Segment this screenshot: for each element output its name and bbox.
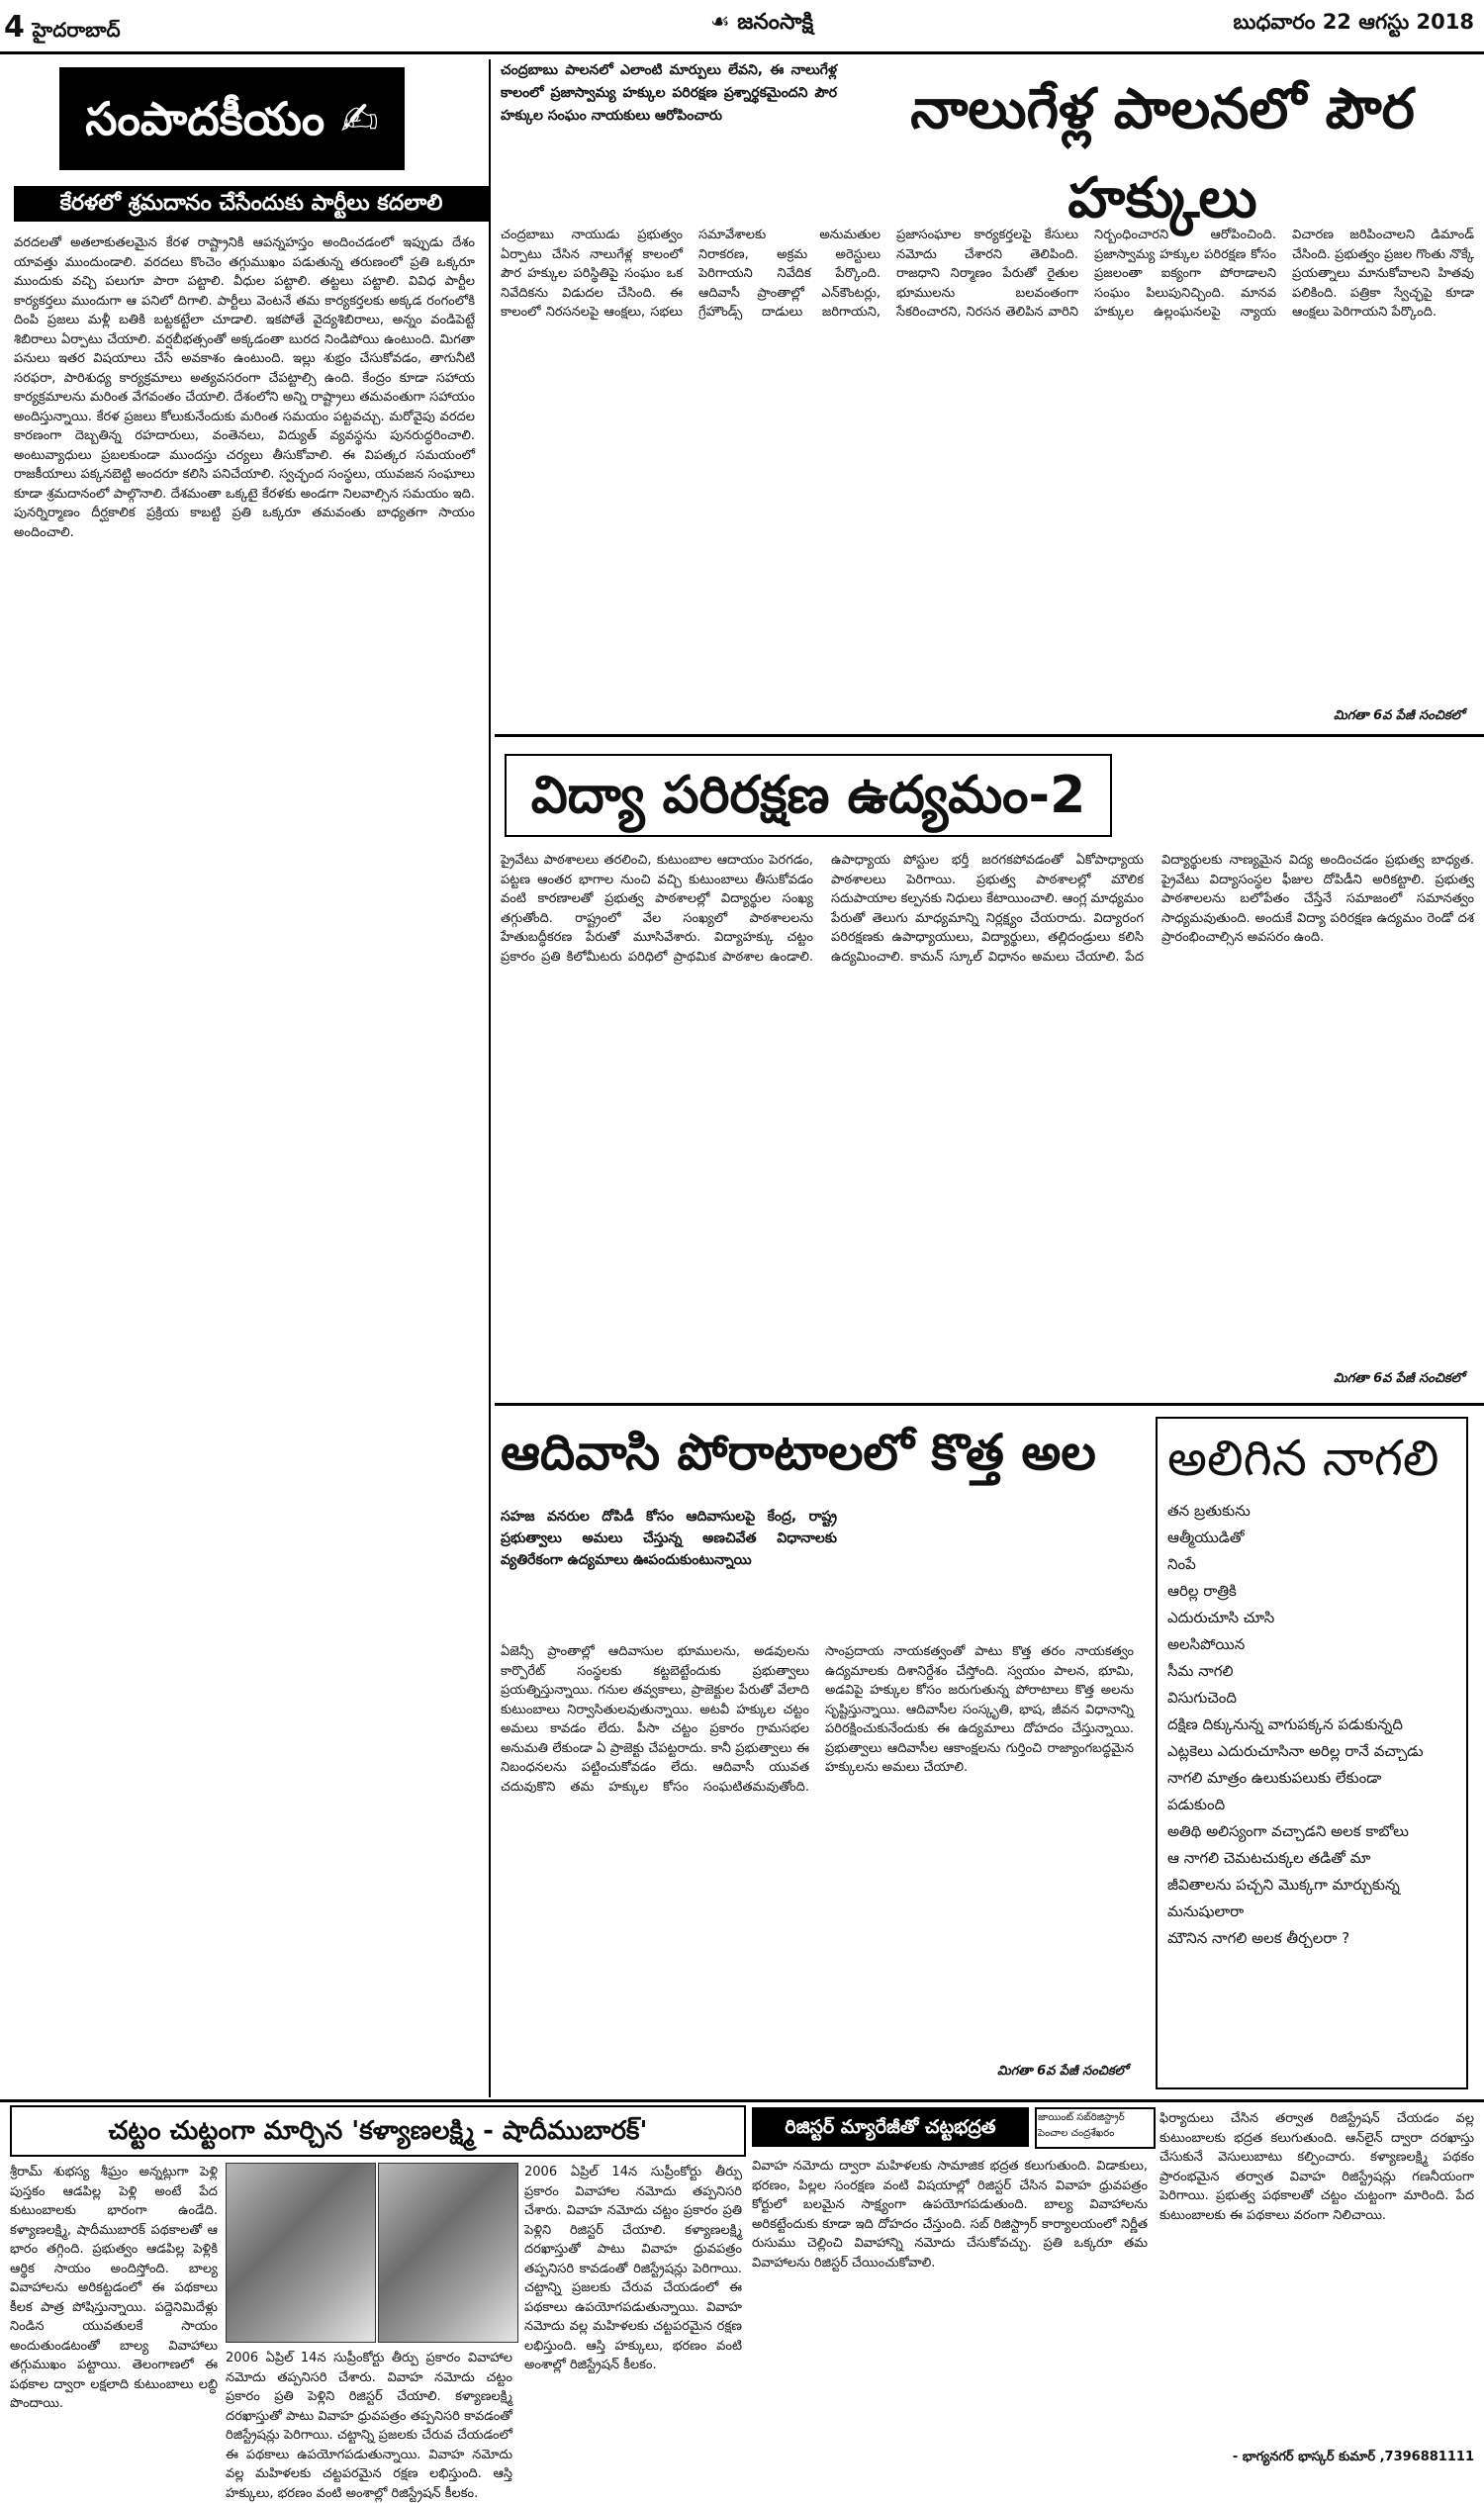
- poem-lines: [1167, 1498, 1456, 1952]
- pen-icon: ✍: [340, 92, 379, 145]
- wedding-photo-right: [378, 2163, 518, 2343]
- poem-line: విసుగుచెంది: [1167, 1689, 1237, 1707]
- poem-line: దక్షిణ దిక్కునున్న వాగుపక్కన పడుకున్నది: [1167, 1715, 1403, 1733]
- poem-line: ఆరిల్ల రాత్రికి: [1167, 1582, 1237, 1600]
- education-continued: మిగతా 6వ పేజీ సంచికలో: [1334, 1371, 1464, 1386]
- poem-box: [1156, 1417, 1468, 2089]
- poem-line: సీమ నాగలి: [1167, 1662, 1234, 1680]
- poem-line: ఎదురుచూసి చూసి: [1167, 1609, 1275, 1626]
- masthead-rule: [0, 51, 1484, 54]
- adivasi-body: ఏజెన్సీ ప్రాంతాల్లో ఆదివాసుల భూములను, అడవులను కార్పొరేట్‌ సంస్థలకు కట్టబెట్టేందుకు ప్రభుత్వాలు ప్రయత్నిస్తున్నాయి. గనుల తవ్వకాలు, ప్రాజెక్టుల పేరుతో వేలాది కుటుంబాలు నిర్వాసితులవుతున్నాయి. అటవీ హక్కుల చట్టం అమలు కావడం లేదు. పీసా చట్టం ప్రకారం గ్రామసభల అనుమతి లేకుండా ఏ ప్రాజెక్టు చేపట్టరాదు. కానీ ప్రభుత్వాలు ఈ నిబంధనలను పట్టించుకోవడం లేదు. ఆదివాసీ యువత చదువుకొని తమ హక్కుల కోసం సంఘటితమవుతోంది. సాంప్రదాయ నాయకత్వంతో పాటు కొత్త తరం నాయకత్వం ఉద్యమాలకు దిశానిర్దేశం చేస్తోంది. స్వయం పాలన, భూమి, అడవిపై హక్కుల కోసం జరుగుతున్న పోరాటాలు కొత్త అలను సృష్టిస్తున్నాయి. ఆదివాసీల సంస్కృతి, భాష, జీవన విధానాన్ని పరిరక్షించుకునేందుకు ఈ ఉద్యమాలు దోహదం చేస్తున్నాయి. ప్రభుత్వాలు ఆదివాసీల ఆకాంక్షలను గుర్తించి రాజ్యాంగబద్ధమైన హక్కులను అమలు చేయాలి.: [501, 1644, 1134, 1795]
- poem-line: నాగలి మాత్రం ఉలుకుపలుకు లేకుండా: [1167, 1769, 1382, 1787]
- poem-line: మౌనిన నాగలి అలక తీర్చలరా ?: [1167, 1929, 1350, 1947]
- welfare-body-left: శ్రీరామ్ శుభస్య శీఘ్రం అన్నట్లుగా పెళ్లి పుస్తకం ఆడపిల్ల పెళ్లి అంటే పేద కుటుంబాలకు భారంగా ఉండేది. కళ్యాణలక్ష్మి, షాదీముబారక్‌ పథకాలతో ఆ భారం తగ్గింది. ప్రభుత్వం ఆడపిల్ల పెళ్లికి ఆర్థిక సాయం అందిస్తోంది. బాల్య వివాహాలను అరికట్టడంలో ఈ పథకాలు కీలక పాత్ర పోషిస్తున్నాయి. పద్దెనిమిదేళ్లు నిండిన యువతులకే సాయం అందుతుండటంతో బాల్య వివాహాలు తగ్గుముఖం పట్టాయి. తెలంగాణలో ఈ పథకాల ద్వారా లక్షలాది కుటుంబాలు లబ్ధి పొందాయి.: [10, 2165, 218, 2411]
- welfare-body-far: ఫిర్యాదులు చేసిన తర్వాత రిజిస్ట్రేషన్‌ చేయడం వల్ల కుటుంబాలకు భద్రత కలుగుతుంది. ఆన్‌లైన్‌ ద్వారా దరఖాస్తు చేసుకునే వెసులుబాటు కల్పించారు. కళ్యాణలక్ష్మి పథకం ప్రారంభమైన తర్వాత వివాహ రిజిస్ట్రేషన్లు గణనీయంగా పెరిగాయి. ప్రభుత్వ పథకాలతో చట్టం చుట్టంగా మారింది. పేద కుటుంబాలకు ఈ పథకాలు వరంగా నిలిచాయి.: [1159, 2111, 1474, 2223]
- welfare-title: చట్టం చుట్టంగా మార్చిన 'కళ్యాణలక్ష్మి - షాదీముబారక్‌': [10, 2105, 746, 2157]
- poem-line: అతిథి అలిస్యంగా వచ్చాడని అలక కాబోలు: [1167, 1822, 1409, 1840]
- poem-line: తన బ్రతుకును: [1167, 1502, 1251, 1520]
- city-name: హైదరాబాద్: [32, 18, 121, 42]
- education-title: విద్యా పరిరక్షణ ఉద్యమం-2: [505, 754, 1112, 837]
- paper-logo-icon: ☙: [709, 10, 730, 35]
- welfare-body-mid-2: 2006 ఏప్రిల్‌ 14న సుప్రీంకోర్టు తీర్పు ప్రకారం వివాహాల నమోదు తప్పనిసరి చేశారు. వివాహ నమోదు చట్టం ప్రకారం ప్రతి పెళ్లిని రిజిస్టర్‌ చేయాలి. కళ్యాణలక్ష్మి దరఖాస్తుతో పాటు వివాహ ధ్రువపత్రం తప్పనిసరి కావడంతో రిజిస్ట్రేషన్లు పెరిగాయి. చట్టాన్ని ప్రజలకు చేరువ చేయడంలో ఈ పథకాలు ఉపయోగపడుతున్నాయి. వివాహ నమోదు వల్ల మహిళలకు చట్టపరమైన రక్షణ లభిస్తుంది. ఆస్తి హక్కులు, భరణం వంటి అంశాల్లో రిజిస్ట్రేషన్‌ కీలకం.: [524, 2165, 742, 2372]
- welfare-author: - భాగ్యనగర్ భాస్కర్ కుమార్ ,7396881111: [1232, 2450, 1474, 2464]
- editorial-title: కేరళలో శ్రమదానం చేసేందుకు పార్టీలు కదలాలి: [14, 186, 489, 222]
- poem-line: మనుషులారా: [1167, 1902, 1245, 1920]
- section-rule: [495, 734, 1484, 737]
- poem-line: ఆ నాగలి చెమటచుక్కల తడితో మా: [1167, 1849, 1371, 1867]
- top-story-continued: మిగతా 6వ పేజీ సంచికలో: [1334, 708, 1464, 723]
- poem-line: ఆత్మీయుడితో: [1167, 1529, 1245, 1546]
- page-number: 4: [4, 10, 25, 45]
- adivasi-intro: సహజ వనరుల దోపిడీ కోసం ఆదివాసులపై కేంద్ర, రాష్ట్ర ప్రభుత్వాలు అమలు చేస్తున్న అణచివేత విధానాలకు వ్యతిరేకంగా ఉద్యమాలు ఊపందుకుంటున్నాయి: [501, 1509, 837, 1568]
- masthead-center: [633, 10, 890, 46]
- editorial-banner: సంపాదకీయం ✍: [59, 67, 405, 170]
- top-story-body: చంద్రబాబు నాయుడు ప్రభుత్వం ఏర్పాటు చేసిన నాలుగేళ్ల కాలంలో పౌర హక్కుల పరిస్థితిపై సంఘం ఒక నివేదికను విడుదల చేసింది. ఈ కాలంలో నిరసనలపై ఆంక్షలు, సభలు సమావేశాలకు అనుమతుల నిరాకరణ, అక్రమ అరెస్టులు పెరిగాయని నివేదిక పేర్కొంది. ఆదివాసీ ప్రాంతాల్లో ఎన్‌కౌంటర్లు, గ్రేహౌండ్స్‌ దాడులు జరిగాయని, ప్రజాసంఘాల కార్యకర్తలపై కేసులు నమోదు చేశారని తెలిపింది. రాజధాని నిర్మాణం పేరుతో రైతుల భూములను బలవంతంగా సేకరించారని, నిరసన తెలిపిన వారిని నిర్బంధించారని ఆరోపించింది. ప్రజాస్వామ్య హక్కుల పరిరక్షణ కోసం ప్రజలంతా ఐక్యంగా పోరాడాలని సంఘం పిలుపునిచ్చింది. మానవ హక్కుల ఉల్లంఘనలపై న్యాయ విచారణ జరిపించాలని డిమాండ్‌ చేసింది. ప్రభుత్వం ప్రజల గొంతు నొక్కే ప్రయత్నాలు మానుకోవాలని హితవు పలికింది. పత్రికా స్వేచ్ఛపై కూడా ఆంక్షలు పెరిగాయని పేర్కొంది.: [501, 228, 1474, 320]
- poem-line: నింపే: [1167, 1555, 1196, 1573]
- top-story-title: నాలుగేళ్ల పాలనలో పౌర హక్కులు: [910, 77, 1415, 231]
- side-credit: జాయింట్‌ సబ్‌రిజిస్ట్రార్‌ పెంచాల చంద్రశేఖరం: [1035, 2107, 1156, 2149]
- wedding-photo-left: [226, 2163, 376, 2343]
- issue-date: బుధవారం 22 ఆగస్టు 2018: [1233, 10, 1474, 34]
- poem-line: అలసిపోయిన: [1167, 1635, 1246, 1653]
- adivasi-continued: మిగతా 6వ పేజీ సంచికలో: [997, 2064, 1128, 2079]
- welfare-body-mid: 2006 ఏప్రిల్‌ 14న సుప్రీంకోర్టు తీర్పు ప్రకారం వివాహాల నమోదు తప్పనిసరి చేశారు. వివాహ నమోదు చట్టం ప్రకారం ప్రతి పెళ్లిని రిజిస్టర్‌ చేయాలి. కళ్యాణలక్ష్మి దరఖాస్తుతో పాటు వివాహ ధ్రువపత్రం తప్పనిసరి కావడంతో రిజిస్ట్రేషన్లు పెరిగాయి. చట్టాన్ని ప్రజలకు చేరువ చేయడంలో ఈ పథకాలు ఉపయోగపడుతున్నాయి. వివాహ నమోదు వల్ల మహిళలకు చట్టపరమైన రక్షణ లభిస్తుంది. ఆస్తి హక్కులు, భరణం వంటి అంశాల్లో రిజిస్ట్రేషన్‌ కీలకం.: [226, 2351, 512, 2501]
- poem-line: జీవితాలను పచ్చని మొక్కగా మార్చుకున్న: [1167, 1876, 1400, 1894]
- column-divider: [489, 59, 491, 2097]
- masthead-left: [4, 10, 202, 46]
- welfare-body-right: వివాహ నమోదు ద్వారా మహిళలకు సామాజిక భద్రత కలుగుతుంది. విడాకులు, భరణం, పిల్లల సంరక్షణ వంటి విషయాల్లో రిజిస్టర్‌ చేసిన వివాహ ధ్రువపత్రం కోర్టులో బలమైన సాక్ష్యంగా ఉపయోగపడుతుంది. బాల్య వివాహాలను అరికట్టేందుకు కూడా ఇది దోహదం చేస్తుంది. సబ్‌ రిజిస్ట్రార్‌ కార్యాలయంలో నిర్ణీత రుసుము చెల్లించి వివాహాన్ని నమోదు చేసుకోవచ్చు. ప్రతి ఒక్కరూ తమ వివాహాలను రిజిస్టర్‌ చేయించుకోవాలి.: [752, 2159, 1148, 2271]
- poem-line: ఎట్లకెలు ఎదురుచూసినా అరిల్ల రానే వచ్చాడు: [1167, 1742, 1424, 1760]
- adivasi-title: ఆదివాసి పోరాటాలలో కొత్త అల: [501, 1424, 1096, 1481]
- bottom-section-rule: [0, 2099, 1484, 2102]
- poem-title: అలిగిన నాగలి: [1167, 1430, 1439, 1487]
- section-rule-2: [495, 1403, 1484, 1406]
- education-body: ప్రైవేటు పాఠశాలలు తరలించి, కుటుంబాల ఆదాయం పెరగడం, పట్టణ ఆంతర భాగాల నుంచి వచ్చి కుటుంబాలు తీసుకోవడం వంటి కారణాలతో ప్రభుత్వ పాఠశాలల్లో విద్యార్థుల సంఖ్య తగ్గుతోంది. రాష్ట్రంలో వేల సంఖ్యలో పాఠశాలలను హేతుబద్ధీకరణ పేరుతో మూసివేశారు. విద్యాహక్కు చట్టం ప్రకారం ప్రతి కిలోమీటరు పరిధిలో ప్రాథమిక పాఠశాల ఉండాలి. ఉపాధ్యాయ పోస్టుల భర్తీ జరగకపోవడంతో ఏకోపాధ్యాయ పాఠశాలలు పెరిగాయి. ప్రభుత్వ పాఠశాలల్లో మౌలిక సదుపాయాల కల్పనకు నిధులు కేటాయించాలి. ఆంగ్ల మాధ్యమం పేరుతో తెలుగు మాధ్యమాన్ని నిర్లక్ష్యం చేయరాదు. విద్యారంగ పరిరక్షణకు ఉపాధ్యాయులు, విద్యార్థులు, తల్లిదండ్రులు కలిసి ఉద్యమించాలి. కామన్‌ స్కూల్‌ విధానం అమలు చేయాలి. పేద విద్యార్థులకు నాణ్యమైన విద్య అందించడం ప్రభుత్వ బాధ్యత. ప్రైవేటు విద్యాసంస్థల ఫీజుల దోపిడీని అరికట్టాలి. ప్రభుత్వ పాఠశాలలను బలోపేతం చేస్తేనే సమాజంలో సమానత్వం సాధ్యమవుతుంది. అందుకే విద్యా పరిరక్షణ ఉద్యమం రెండో దశ ప్రారంభించాల్సిన అవసరం ఉంది.: [501, 853, 1474, 965]
- paper-name: జనంసాక్షి: [737, 10, 814, 35]
- editorial-body: వరదలతో అతలాకుతలమైన కేరళ రాష్ట్రానికి ఆపన్నహస్తం అందించడంలో ఇప్పుడు దేశం యావత్తు ముందుండాలి. వరదలు కొంచెం తగ్గుముఖం పడుతున్న తరుణంలో ప్రతి ఒక్కరూ ముందుకు వచ్చి పలుగూ పారా పట్టాలి. వీధుల పట్టాలి. తట్టలు పట్టాలి. వివిధ పార్టీల కార్యకర్తలు ముందుగా ఆ పనిలో దిగాలి. పార్టీలు వెంటనే తమ కార్యకర్తలకు అక్కడ రంగంలోకి దింపి ప్రజలు మళ్లీ బతికి బట్టకట్టేలా చూడాలి. ఇకపోతే వైద్యశిబిరాలు, అన్నం వండిపెట్టే శిబిరాలు ఏర్పాటు చేయాలి. వర్షబీభత్సంతో అక్కడంతా బురద నిండిపోయి ఉంటుంది. మిగతా పనులు ఇతర విషయాలు చేసే అవకాశం ఉంటుంది. ఇల్లు శుభ్రం చేసుకోవడం, తాగునీటి సరఫరా, పారిశుధ్య కార్యక్రమాలు అత్యవసరంగా చేపట్టాల్సి ఉంది. కేంద్రం కూడా సహాయ కార్యక్రమాలను మరింత వేగవంతం చేయాలి. దేశంలోని అన్ని రాష్ట్రాలు తమవంతుగా సహాయం అందిస్తున్నాయి. కేరళ ప్రజలు కోలుకునేందుకు మరింత సమయం పట్టవచ్చు. మరోవైపు వరదల కారణంగా దెబ్బతిన్న రహదారులు, వంతెనలు, విద్యుత్‌ వ్యవస్థను పునరుద్ధరించాలి. అంటువ్యాధులు ప్రబలకుండా ముందస్తు చర్యలు తీసుకోవాలి. ఈ విపత్కర సమయంలో రాజకీయాలు పక్కనబెట్టి అందరూ కలిసి పనిచేయాలి. స్వచ్ఛంద సంస్థలు, యువజన సంఘాలు కూడా శ్రమదానంలో పాల్గొనాలి. దేశమంతా ఒక్కటై కేరళకు అండగా నిలవాల్సిన సమయం ఇది. పునర్నిర్మాణం దీర్ఘకాలిక ప్రక్రియ కాబట్టి ప్రతి ఒక్కరూ తమవంతు బాధ్యతగా సాయం అందించాలి.: [14, 235, 475, 540]
- side-title: రిజిస్టర్‌ మ్యారేజీతో చట్టభద్రత: [752, 2107, 1029, 2147]
- top-story-intro: చంద్రబాబు పాలనలో ఎలాంటి మార్పులు లేవని, ఈ నాలుగేళ్ల కాలంలో ప్రజాస్వామ్య హక్కుల పరిరక్షణ ప్రశ్నార్థకమైందని పౌర హక్కుల సంఘం నాయకులు ఆరోపించారు: [501, 62, 837, 124]
- poem-line: పడుకుంది: [1167, 1796, 1226, 1813]
